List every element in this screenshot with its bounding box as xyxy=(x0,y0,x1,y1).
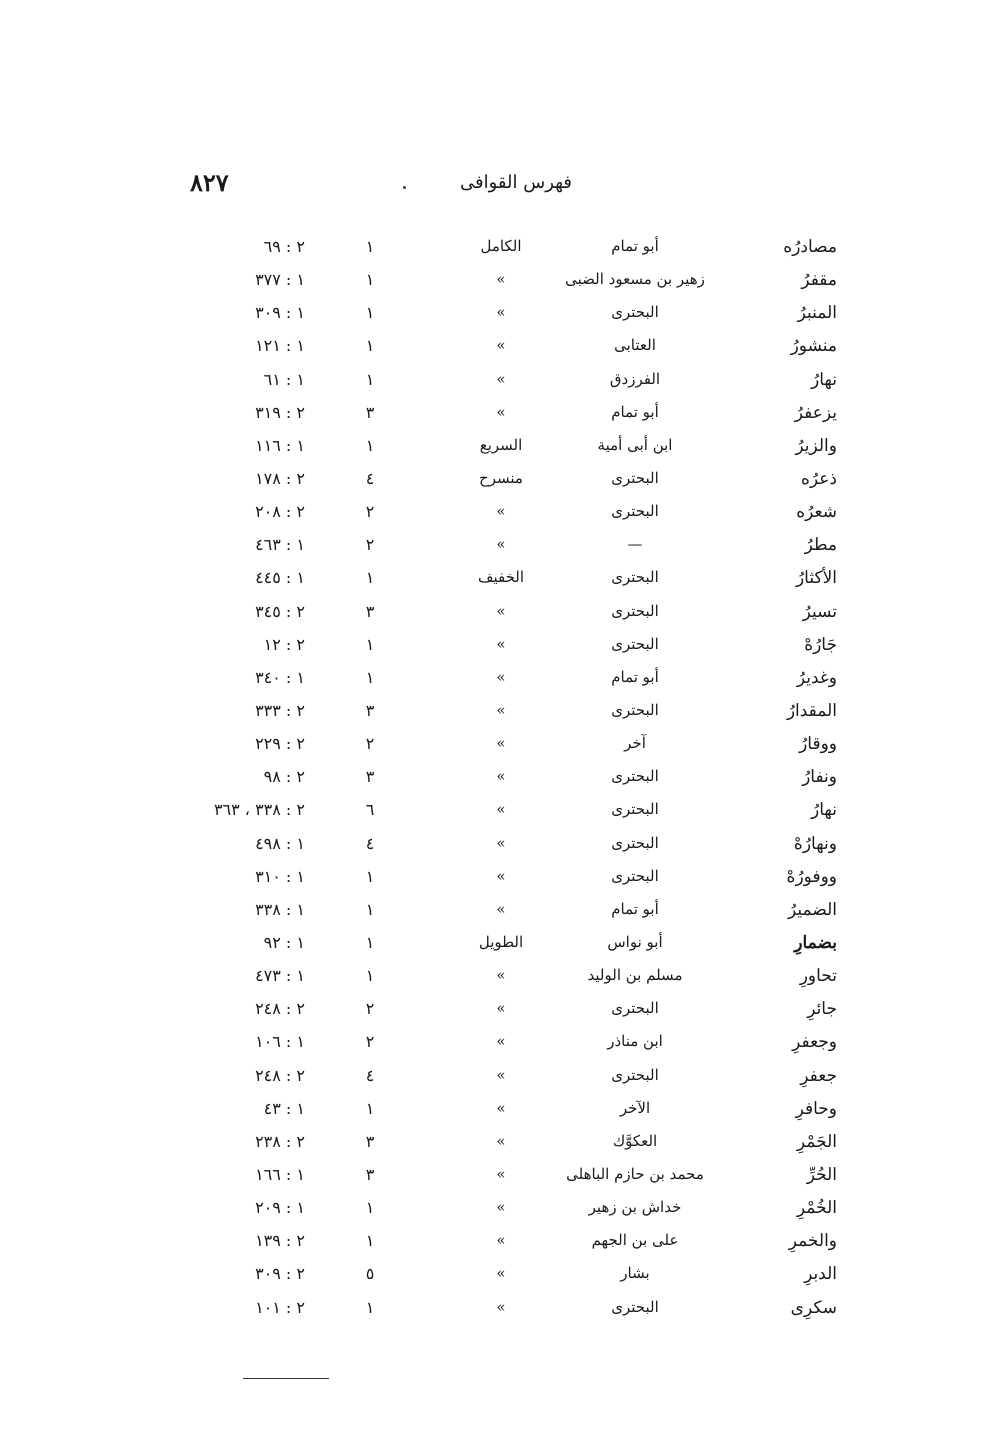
meter-cell: الكامل xyxy=(480,237,522,255)
meter-cell: » xyxy=(496,833,506,852)
verse-count-cell: ٢ xyxy=(365,535,375,555)
rhyme-cell: مصادرُه xyxy=(783,237,837,257)
meter-cell: » xyxy=(496,270,506,289)
poet-cell: البحترى xyxy=(611,866,659,885)
poet-cell: البحترى xyxy=(611,999,659,1018)
poet-cell: الآخر xyxy=(619,1098,651,1117)
meter-cell: » xyxy=(496,634,506,653)
verse-count-cell: ١ xyxy=(365,336,375,356)
rhyme-cell: تسيرُ xyxy=(802,601,837,622)
header-dot xyxy=(403,186,406,189)
poet-cell: — xyxy=(627,535,643,554)
verse-count-cell: ٣ xyxy=(365,601,375,621)
rhyme-cell: والخمرِ xyxy=(788,1231,837,1252)
rhyme-cell: الخُمْرِ xyxy=(796,1198,837,1219)
table-row xyxy=(0,697,1005,730)
verse-count-cell: ١ xyxy=(365,899,375,919)
rhyme-cell: جعفرِ xyxy=(800,1065,837,1086)
rhyme-cell: جَارُهْ xyxy=(804,634,837,655)
reference-cell: ١ : ٣٤٠ xyxy=(255,667,305,687)
reference-cell: ٢ : ١٠١ xyxy=(255,1297,305,1317)
poet-cell: آخر xyxy=(624,734,646,753)
poet-cell: البحترى xyxy=(611,767,659,786)
meter-cell: الخفيف xyxy=(477,568,525,587)
table-row xyxy=(0,399,1005,432)
rhyme-cell: الأكثارُ xyxy=(795,568,837,589)
table-row xyxy=(0,995,1005,1028)
reference-cell: ١ : ٣١٠ xyxy=(255,866,305,886)
reference-cell: ١ : ٣٣٨ xyxy=(255,899,305,919)
reference-cell: ١ : ١١٦ xyxy=(255,435,305,455)
verse-count-cell: ٤ xyxy=(365,1065,375,1085)
rhyme-cell: المنبرُ xyxy=(797,303,837,324)
rhyme-cell: الضميرُ xyxy=(788,899,837,920)
table-row xyxy=(0,598,1005,631)
poet-cell: أبو تمام xyxy=(611,667,659,686)
meter-cell: » xyxy=(496,700,506,719)
rhyme-cell: مقفرُ xyxy=(801,270,837,291)
table-row xyxy=(0,564,1005,597)
poet-cell: البحترى xyxy=(611,634,659,653)
poet-cell: البحترى xyxy=(611,700,659,719)
meter-cell: » xyxy=(496,966,506,985)
verse-count-cell: ٣ xyxy=(365,700,375,720)
verse-count-cell: ١ xyxy=(365,435,375,455)
table-row xyxy=(0,266,1005,299)
rhyme-cell: والزيرُ xyxy=(795,435,837,456)
rhyme-cell: ووقارُ xyxy=(799,734,837,755)
verse-count-cell: ١ xyxy=(365,866,375,886)
rhyme-cell: وغديرُ xyxy=(796,667,837,688)
verse-count-cell: ٢ xyxy=(365,999,375,1019)
verse-count-cell: ٣ xyxy=(365,767,375,787)
reference-cell: ٢ : ٢٤٨ xyxy=(255,999,305,1019)
reference-cell: ١ : ٢٠٩ xyxy=(255,1198,305,1218)
poet-cell: البحترى xyxy=(611,502,659,521)
reference-cell: ١ : ٤٧٣ xyxy=(255,966,305,986)
meter-cell: » xyxy=(496,899,506,918)
meter-cell: » xyxy=(496,1065,506,1084)
verse-count-cell: ١ xyxy=(365,369,375,389)
poet-cell: أبو نواس xyxy=(607,932,663,951)
table-row xyxy=(0,1294,1005,1327)
reference-cell: ٢ : ٢٤٨ xyxy=(255,1065,305,1085)
reference-cell: ١ : ٤٦٣ xyxy=(255,535,305,555)
rhyme-cell: ذعرُه xyxy=(800,468,837,489)
meter-cell: » xyxy=(496,667,506,686)
poet-cell: البحترى xyxy=(611,468,659,487)
reference-cell: ١ : ٤٣ xyxy=(263,1098,305,1118)
table-row xyxy=(0,1161,1005,1194)
poet-cell: البحترى xyxy=(611,800,659,819)
table-row xyxy=(0,366,1005,399)
verse-count-cell: ١ xyxy=(365,667,375,687)
reference-cell: ١ : ٣٠٩ xyxy=(255,303,305,323)
table-row xyxy=(0,1260,1005,1293)
rhyme-cell: المقدارُ xyxy=(786,700,837,721)
meter-cell: » xyxy=(496,502,506,521)
table-row xyxy=(0,531,1005,564)
reference-cell: ٢ : ١٧٨ xyxy=(255,468,305,488)
meter-cell: » xyxy=(496,1297,506,1316)
rhyme-cell: تحاورِ xyxy=(799,966,837,987)
meter-cell: » xyxy=(496,402,506,421)
page-number: ٨٢٧ xyxy=(190,168,229,197)
poet-cell: أبو تمام xyxy=(611,899,659,918)
poet-cell: محمد بن حازم الباهلى xyxy=(566,1164,704,1183)
verse-count-cell: ١ xyxy=(365,1098,375,1118)
meter-cell: » xyxy=(496,369,506,388)
verse-count-cell: ٢ xyxy=(365,502,375,522)
rhyme-cell: يزعفرُ xyxy=(794,402,837,423)
meter-cell: » xyxy=(496,1198,506,1217)
meter-cell: » xyxy=(496,1264,506,1283)
poet-cell: البحترى xyxy=(611,833,659,852)
verse-count-cell: ١ xyxy=(365,237,375,256)
verse-count-cell: ٣ xyxy=(365,1131,375,1151)
reference-cell: ١ : ١٦٦ xyxy=(255,1164,305,1184)
reference-cell: ٢ : ٣١٩ xyxy=(255,402,305,422)
table-row xyxy=(0,929,1005,962)
table-row xyxy=(0,1194,1005,1227)
table-row xyxy=(0,299,1005,332)
reference-cell: ٢ : ٢٠٨ xyxy=(255,502,305,522)
meter-cell: » xyxy=(496,1032,506,1051)
reference-cell: ٢ : ١٢ xyxy=(263,634,305,654)
verse-count-cell: ٢ xyxy=(365,1032,375,1052)
poet-cell: على بن الجهم xyxy=(591,1231,679,1250)
verse-count-cell: ١ xyxy=(365,568,375,588)
poet-cell: الفرزدق xyxy=(609,369,661,388)
table-row xyxy=(0,896,1005,929)
poet-cell: ابن مناذر xyxy=(607,1032,663,1051)
reference-cell: ١ : ٦١ xyxy=(263,369,305,389)
table-row xyxy=(0,1128,1005,1161)
poet-cell: زهير بن مسعود الضبى xyxy=(565,270,705,289)
meter-cell: » xyxy=(496,1131,506,1150)
poet-cell: البحترى xyxy=(611,303,659,322)
table-row xyxy=(0,233,1005,266)
verse-count-cell: ١ xyxy=(365,1198,375,1218)
rhyme-cell: ونهارُهْ xyxy=(793,833,837,854)
verse-count-cell: ١ xyxy=(365,634,375,654)
table-row xyxy=(0,1227,1005,1260)
rhyme-cell: مطرُ xyxy=(804,535,837,556)
verse-count-cell: ٦ xyxy=(365,800,375,820)
reference-cell: ٢ : ٣٠٩ xyxy=(255,1264,305,1284)
rhyme-cell: بضمارِ xyxy=(794,932,837,953)
table-row xyxy=(0,332,1005,365)
meter-cell: » xyxy=(496,1098,506,1117)
rhyme-index-table xyxy=(0,233,1005,1327)
reference-cell: ٢ : ٣٤٥ xyxy=(255,601,305,621)
meter-cell: » xyxy=(496,734,506,753)
poet-cell: أبو تمام xyxy=(611,402,659,421)
rhyme-cell: وحافرِ xyxy=(795,1098,837,1119)
verse-count-cell: ١ xyxy=(365,932,375,952)
poet-cell: مسلم بن الوليد xyxy=(587,966,683,985)
poet-cell: ابن أبى أمية xyxy=(597,435,673,454)
verse-count-cell: ١ xyxy=(365,1297,375,1317)
reference-cell: ٢ : ٢٣٨ xyxy=(255,1131,305,1151)
poet-cell: بشار xyxy=(620,1264,650,1283)
verse-count-cell: ٥ xyxy=(365,1264,375,1284)
poet-cell: البحترى xyxy=(611,1065,659,1084)
meter-cell: » xyxy=(496,800,506,819)
meter-cell: » xyxy=(496,1164,506,1183)
reference-cell: ١ : ٤٤٥ xyxy=(255,568,305,588)
running-title: فهرس القوافى xyxy=(460,172,573,193)
rhyme-cell: شعرُه xyxy=(796,502,837,523)
table-row xyxy=(0,796,1005,829)
rhyme-cell: نهارُ xyxy=(811,369,837,390)
table-row xyxy=(0,1028,1005,1061)
footer-rule xyxy=(243,1378,329,1379)
verse-count-cell: ٣ xyxy=(365,1164,375,1184)
poet-cell: خداش بن زهير xyxy=(588,1198,682,1217)
rhyme-cell: سكرِى xyxy=(790,1297,837,1318)
reference-cell: ٢ : ٢٢٩ xyxy=(255,734,305,754)
rhyme-cell: وجعفرِ xyxy=(792,1032,837,1053)
verse-count-cell: ٤ xyxy=(365,468,375,488)
poet-cell: البحترى xyxy=(611,1297,659,1316)
table-row xyxy=(0,763,1005,796)
meter-cell: » xyxy=(496,999,506,1018)
reference-cell: ٢ : ٦٩ xyxy=(263,237,305,256)
meter-cell: الطويل xyxy=(478,932,524,951)
poet-cell: العكوَّك xyxy=(612,1131,658,1150)
table-row xyxy=(0,1095,1005,1128)
verse-count-cell: ٤ xyxy=(365,833,375,853)
reference-cell: ٢ : ٩٨ xyxy=(263,767,305,787)
table-row xyxy=(0,962,1005,995)
verse-count-cell: ٣ xyxy=(365,402,375,422)
table-row xyxy=(0,498,1005,531)
page-header xyxy=(0,168,1005,204)
rhyme-cell: نهارُ xyxy=(811,800,837,821)
reference-cell: ١ : ٤٩٨ xyxy=(255,833,305,853)
rhyme-cell: ونفارُ xyxy=(802,767,837,788)
rhyme-cell: جائرِ xyxy=(807,999,837,1020)
table-row xyxy=(0,432,1005,465)
poet-cell: العتابى xyxy=(614,336,656,355)
rhyme-cell: منشورُ xyxy=(790,336,837,357)
verse-count-cell: ١ xyxy=(365,303,375,323)
table-row xyxy=(0,730,1005,763)
verse-count-cell: ١ xyxy=(365,270,375,290)
meter-cell: » xyxy=(496,1231,506,1250)
reference-cell: ١ : ١٠٦ xyxy=(255,1032,305,1052)
reference-cell: ٢ : ٣٣٨ ، ٣٦٣ xyxy=(213,800,305,820)
meter-cell: » xyxy=(496,336,506,355)
rhyme-cell: ووفورُهْ xyxy=(786,866,837,887)
meter-cell: منسرح xyxy=(479,468,523,487)
meter-cell: » xyxy=(496,866,506,885)
rhyme-cell: الجَمْرِ xyxy=(796,1131,837,1152)
reference-cell: ١ : ٣٧٧ xyxy=(255,270,305,290)
verse-count-cell: ٢ xyxy=(365,734,375,754)
table-row xyxy=(0,830,1005,863)
table-row xyxy=(0,631,1005,664)
verse-count-cell: ١ xyxy=(365,966,375,986)
poet-cell: أبو تمام xyxy=(611,237,659,255)
poet-cell: البحترى xyxy=(611,601,659,620)
meter-cell: السريع xyxy=(479,435,523,454)
table-row xyxy=(0,863,1005,896)
rhyme-cell: الدبرِ xyxy=(804,1264,837,1285)
table-row xyxy=(0,465,1005,498)
verse-count-cell: ١ xyxy=(365,1231,375,1251)
meter-cell: » xyxy=(496,303,506,322)
meter-cell: » xyxy=(496,767,506,786)
rhyme-cell: الحُرِّ xyxy=(806,1164,837,1185)
poet-cell: البحترى xyxy=(611,568,659,587)
reference-cell: ١ : ١٢١ xyxy=(255,336,305,356)
table-row xyxy=(0,1062,1005,1095)
reference-cell: ١ : ٩٢ xyxy=(263,932,305,952)
reference-cell: ٢ : ٣٣٣ xyxy=(255,700,305,720)
reference-cell: ٢ : ١٣٩ xyxy=(255,1231,305,1251)
meter-cell: » xyxy=(496,535,506,554)
table-row xyxy=(0,664,1005,697)
meter-cell: » xyxy=(496,601,506,620)
